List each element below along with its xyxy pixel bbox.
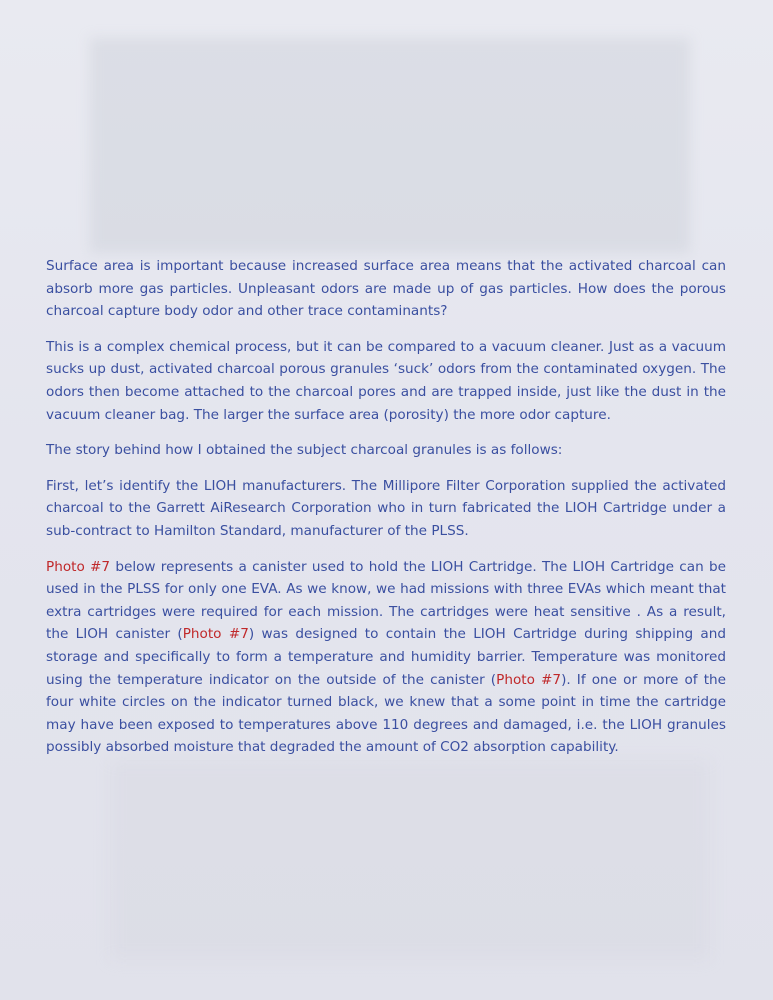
show-through-text [110, 760, 710, 960]
photo-reference: Photo #7 [182, 626, 249, 643]
photo-reference: Photo #7 [46, 558, 111, 575]
paragraph-text-segment: ). If one or more of the four white circles on the indicator turned black, we knew that a some point in time the cartridge may have been exposed to temperatures above 110 degrees and damaged, i.e. the LIOH granules possibly absorbed moisture that degraded the amount of CO2 absorption capability. [46, 671, 727, 756]
paragraph-text-segment: ) was designed to contain the LIOH Cartridge during shipping and storage and specifically to form a temperature and humidity barrier. Temperature was monitored using the temperature indicator on the outside of the canister ( [46, 626, 726, 688]
photo-reference: Photo #7 [496, 671, 562, 688]
paragraph-story-intro: The story behind how I obtained the subject charcoal granules is as follows: [46, 442, 563, 459]
paragraph-text-segment: below represents a canister used to hold the LIOH Cartridge. The LIOH Cartridge can be used in the PLSS for only one EVA. As we know, we had missions with three EVAs which meant that extra cartridges were required for each mission. The cartridges were heat sensitive . As a result, the LIOH canister ( [46, 558, 726, 643]
paragraph-manufacturers: First, let’s identify the LIOH manufacturers. The Millipore Filter Corporation supplied the activated charcoal to the Garrett AiResearch Corporation who in turn fabricated the LIOH Cartridge under a sub-contract to Hamilton Standard, manufacturer of the PLSS. [46, 477, 726, 539]
show-through-image [90, 38, 690, 253]
letter-body [46, 255, 726, 772]
paragraph-canister [46, 556, 726, 759]
paragraph-surface-area: Surface area is important because increased surface area means that the activated charcoal can absorb more gas particles. Unpleasant odors are made up of gas particles. How does the porous charcoal capture body odor and other trace contaminants? [46, 258, 726, 320]
paragraph-vacuum-analogy: This is a complex chemical process, but it can be compared to a vacuum cleaner. Just as a vacuum sucks up dust, activated charcoal porous granules ‘suck’ odors from the contaminated oxygen. The odors then become attached to the charcoal pores and are trapped inside, just like the dust in the vacuum cleaner bag. The larger the surface area (porosity) the more odor capture. [46, 338, 726, 423]
